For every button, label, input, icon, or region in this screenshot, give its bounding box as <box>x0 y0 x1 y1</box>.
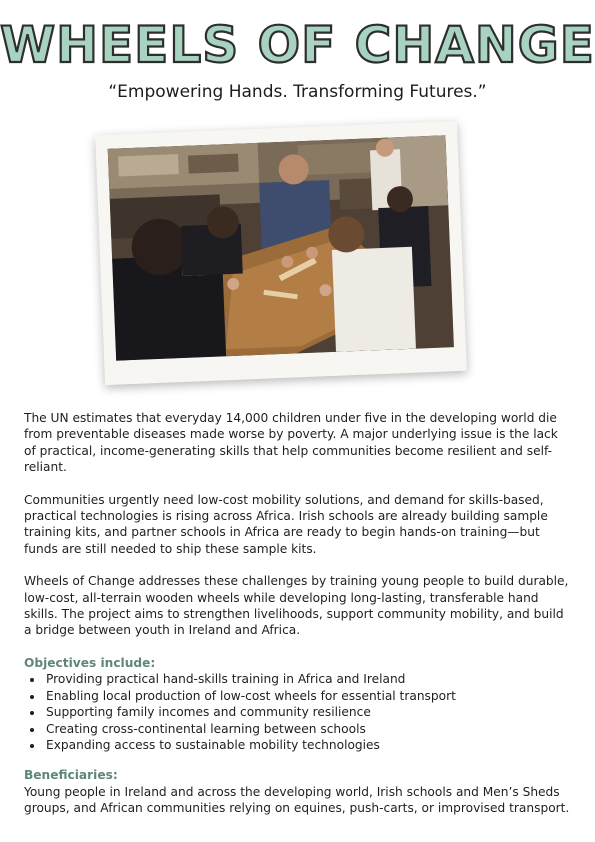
page-title: WHEELS OF CHANGE <box>0 16 595 74</box>
paragraph: The UN estimates that everyday 14,000 children under five in the developing world die from preventable diseases made worse by poverty. A major underlying issue is the lack of practical, income-generating skills that help communities become resilient and self-reliant. <box>24 411 558 475</box>
list-item: • Creating cross-continental learning between schools <box>44 721 572 737</box>
body-text <box>24 410 572 833</box>
objectives-heading: Objectives include: <box>24 655 156 670</box>
workshop-photo <box>108 135 454 360</box>
photo-frame <box>95 121 467 385</box>
list-item: • Enabling local production of low-cost wheels for essential transport <box>44 688 572 704</box>
list-item: • Supporting family incomes and community resilience <box>44 704 572 720</box>
beneficiaries-heading: Beneficiaries: <box>24 768 118 783</box>
objectives-list <box>24 671 572 753</box>
beneficiaries-text: Young people in Ireland and across the developing world, Irish schools and Men’s Sheds groups, and African communities relying on equines, push-carts, or improvised transport. <box>24 784 570 816</box>
list-item: • Expanding access to sustainable mobility technologies <box>44 737 572 753</box>
paragraph: Communities urgently need low-cost mobility solutions, and demand for skills-based, practical technologies is rising across Africa. Irish schools are already building sample training kits, and partner schools in Africa are ready to begin hands-on training—but funds are still needed to ship these sample kits. <box>24 492 548 556</box>
tagline: “Empowering Hands. Transforming Futures.” <box>108 82 487 102</box>
list-item: • Providing practical hand-skills training in Africa and Ireland <box>44 671 572 687</box>
paragraph: Wheels of Change addresses these challenges by training young people to build durable, low-cost, all-terrain wooden wheels while developing long-lasting, transferable hand skills. The project aims to strengthen livelihoods, support community mobility, and build a bridge between youth in Ireland and Africa. <box>24 574 569 638</box>
